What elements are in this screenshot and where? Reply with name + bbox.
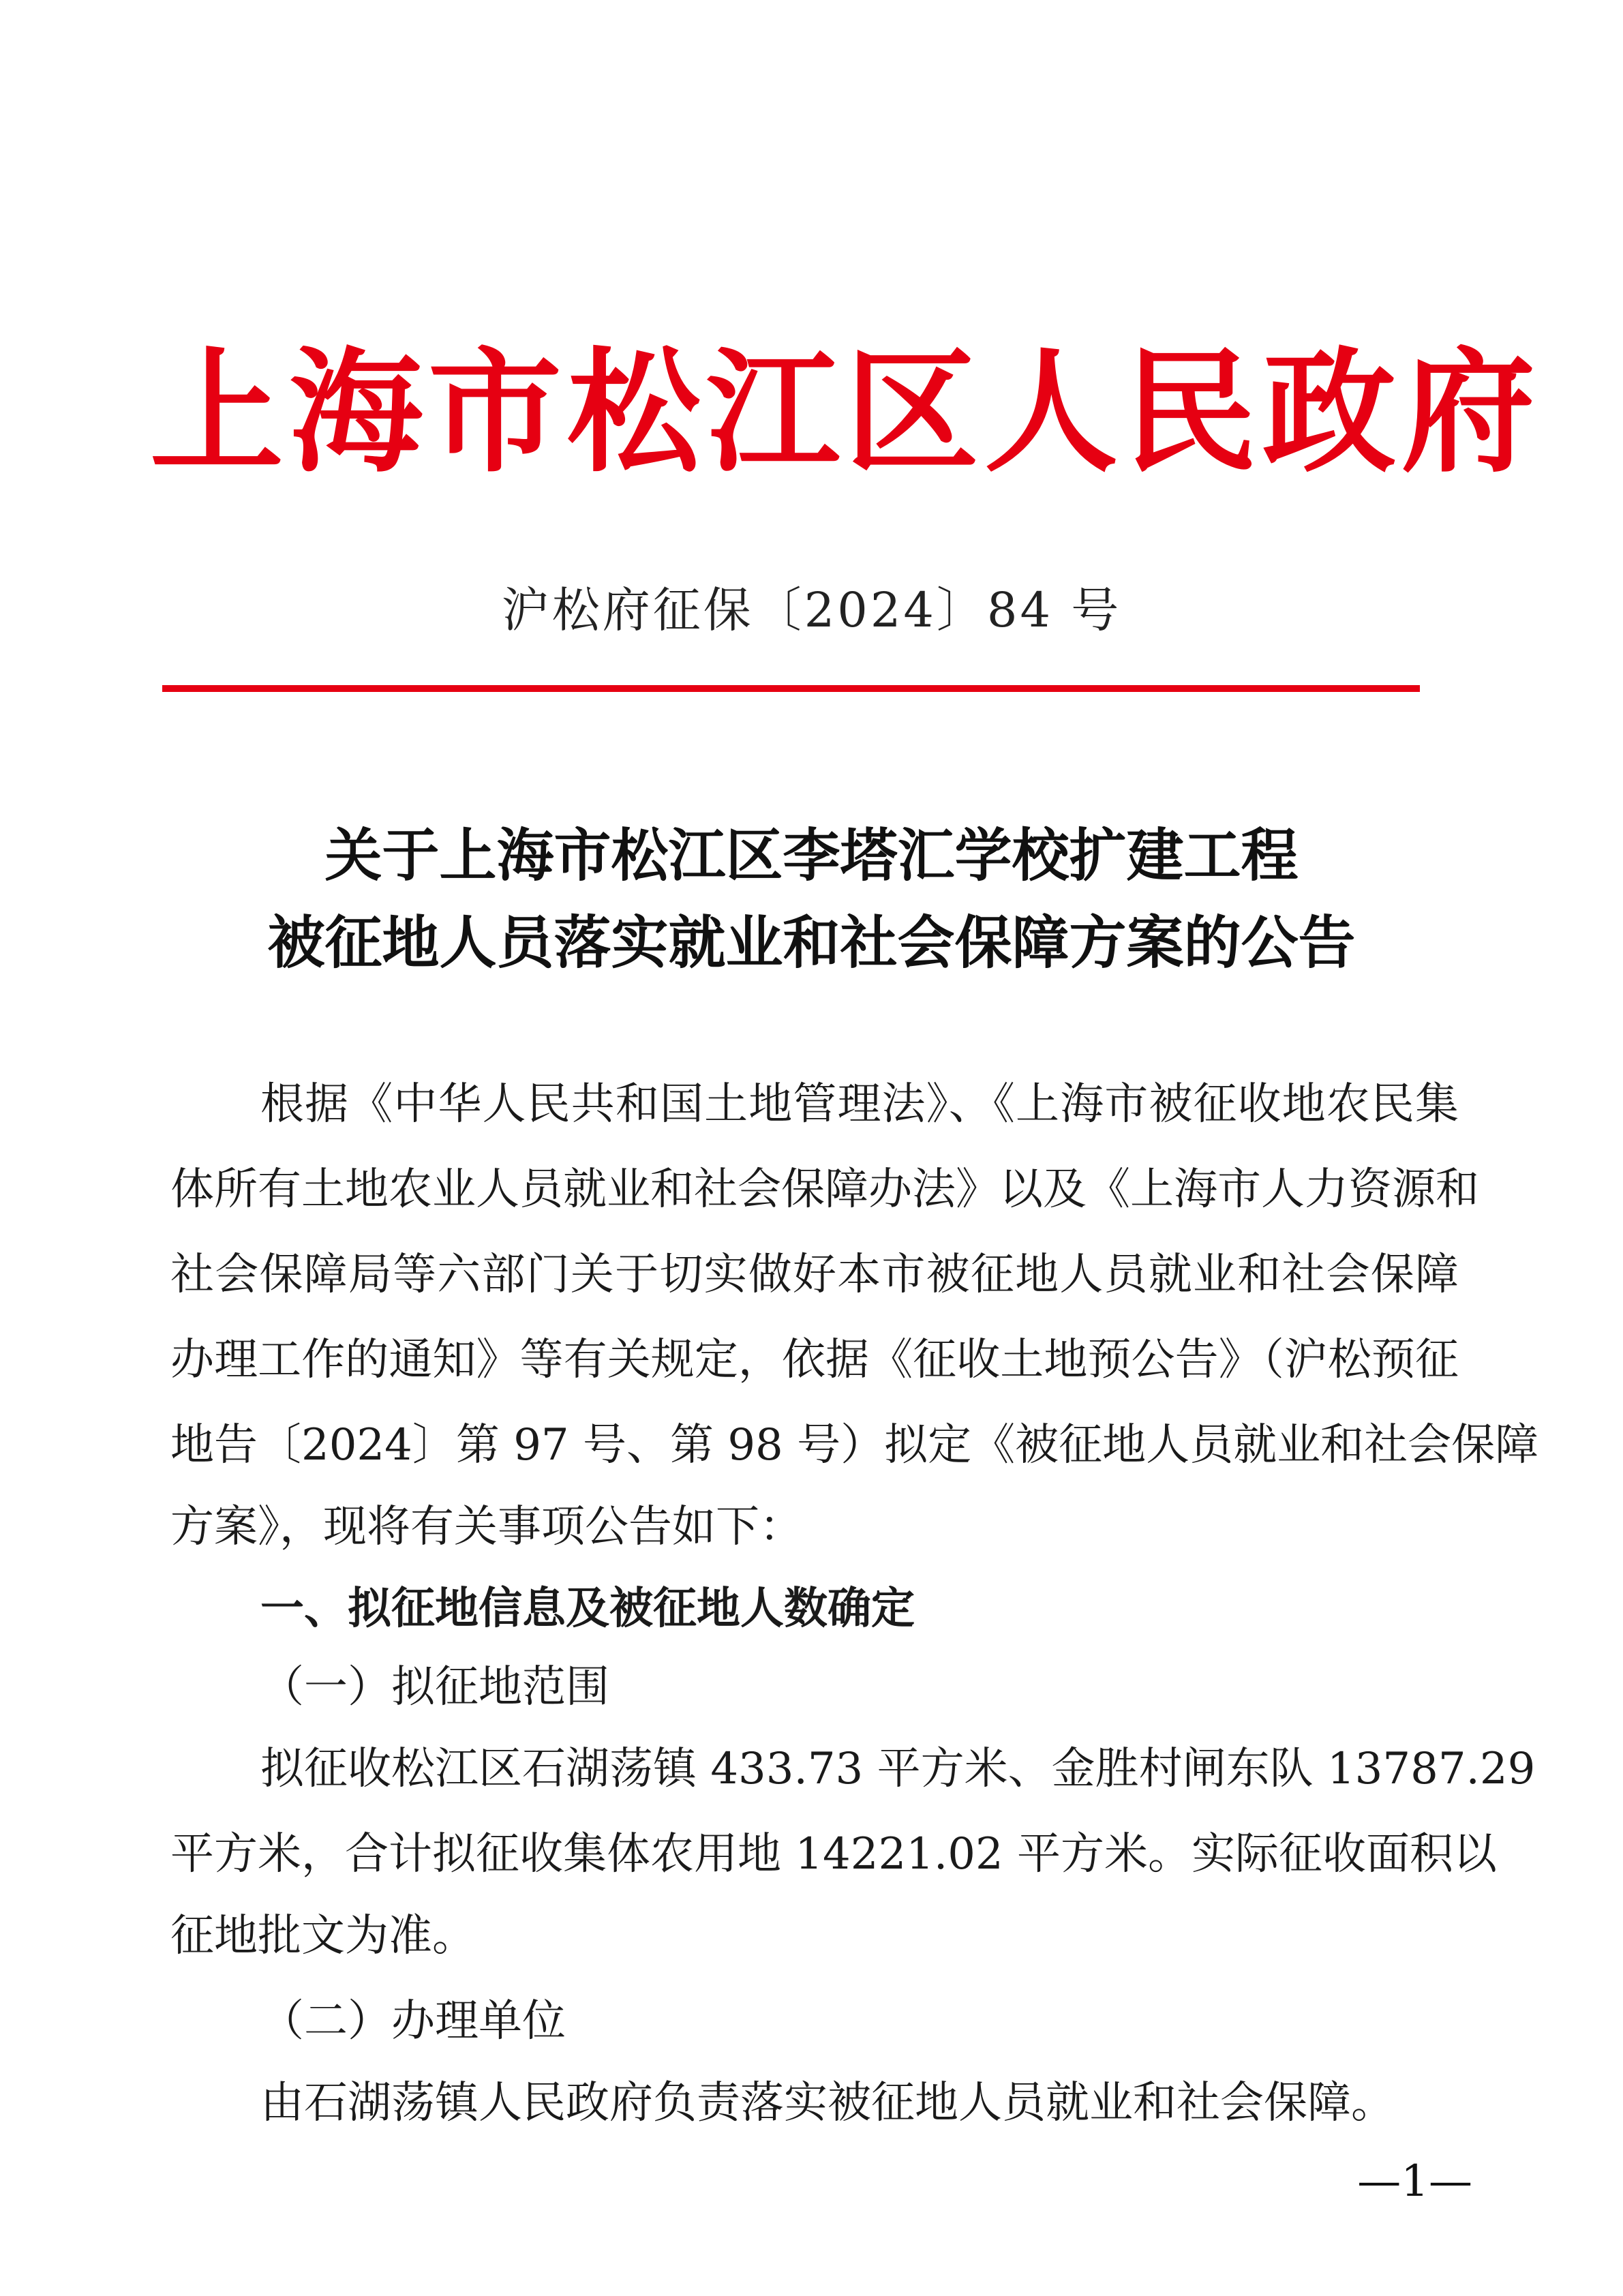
subsection-2-line: 由石湖荡镇人民政府负责落实被征地人员就业和社会保障。 <box>260 2078 1395 2128</box>
intro-line-6: 方案》，现将有关事项公告如下： <box>170 1502 803 1552</box>
subsection-1-line-2: 平方米，合计拟征收集体农用地 14221.02 平方米。实际征收面积以 <box>170 1829 1498 1879</box>
section-1-heading: 一、拟征地信息及被征地人数确定 <box>260 1584 915 1634</box>
intro-line-4: 办理工作的通知》等有关规定，依据《征收土地预公告》（沪松预征 <box>170 1335 1459 1385</box>
subsection-1-heading: （一）拟征地范围 <box>260 1662 609 1712</box>
subsection-1-line-3: 征地批文为准。 <box>170 1911 476 1961</box>
subsection-1-line-1: 拟征收松江区石湖荡镇 433.73 平方米、金胜村闸东队 13787.29 <box>260 1744 1536 1794</box>
red-divider <box>162 685 1420 692</box>
notice-title-line-1: 关于上海市松江区李塔汇学校扩建工程 <box>324 821 1299 889</box>
intro-line-5: 地告〔2024〕第 97 号、第 98 号）拟定《被征地人员就业和社会保障 <box>170 1420 1539 1470</box>
page-number: —1— <box>1357 2156 1472 2207</box>
intro-line-3: 社会保障局等六部门关于切实做好本市被征地人员就业和社会保障 <box>170 1250 1459 1300</box>
issuer-header: 上海市松江区人民政府 <box>150 334 1541 491</box>
subsection-2-heading: （二）办理单位 <box>260 1996 566 2046</box>
intro-line-1: 根据《中华人民共和国土地管理法》、《上海市被征收地农民集 <box>260 1079 1459 1130</box>
document-number: 沪松府征保〔2024〕84 号 <box>501 582 1122 638</box>
notice-title-line-2: 被征地人员落实就业和社会保障方案的公告 <box>267 909 1356 976</box>
intro-line-2: 体所有土地农业人员就业和社会保障办法》以及《上海市人力资源和 <box>170 1164 1479 1215</box>
